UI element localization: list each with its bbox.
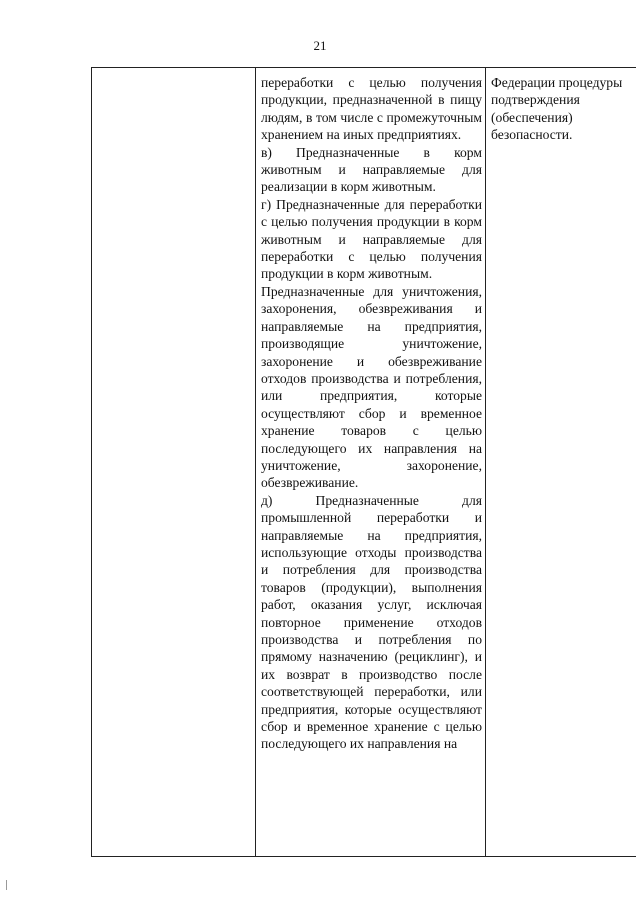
paragraph-item-d: д) Предназначенные для промышленной переработки и направляемые на предприятия, использующие отходы производства и потребления для производства товаров (продукции), выполнения работ, оказания услуг, исключая повторное применение отходов производства и потребления по прямому назначению (рециклинг), и их возврат в производство после соответствующей переработки, или предприятия, которые осуществляют сбор и временное хранение с целью последующего их направления на (261, 492, 482, 752)
paragraph-item-v: в) Предназначенные в корм животным и направляемые для реализации в корм животным. (261, 144, 482, 195)
paragraph-item-g: г) Предназначенные для переработки с целью получения продукции в корм животным и направляемые для переработки с целью получения продукции в корм животным. (261, 196, 482, 282)
paragraph-continuation: переработки с целью получения продукции, предназначенной в пищу людям, в том числе с промежуточным хранением на иных предприятиях. (261, 75, 482, 143)
document-table (91, 67, 636, 857)
scan-mark (6, 880, 7, 890)
table-column-3 (486, 68, 637, 856)
page-number: 21 (313, 38, 327, 53)
procedure-text: Федерации процедуры подтверждения (обеспечения) безопасности. (491, 75, 623, 143)
table-column-2 (256, 68, 486, 856)
paragraph-destruction: Предназначенные для уничтожения, захоронения, обезвреживания и направляемые на предприятия, производящие уничтожение, захоронение и обезвреживание отходов производства и потребления, или предприятия, которые осуществляют сбор и временное хранение товаров с целью последующего их направления на уничтожение, захоронение, обезвреживание. (261, 283, 482, 491)
table-column-1 (92, 68, 256, 856)
